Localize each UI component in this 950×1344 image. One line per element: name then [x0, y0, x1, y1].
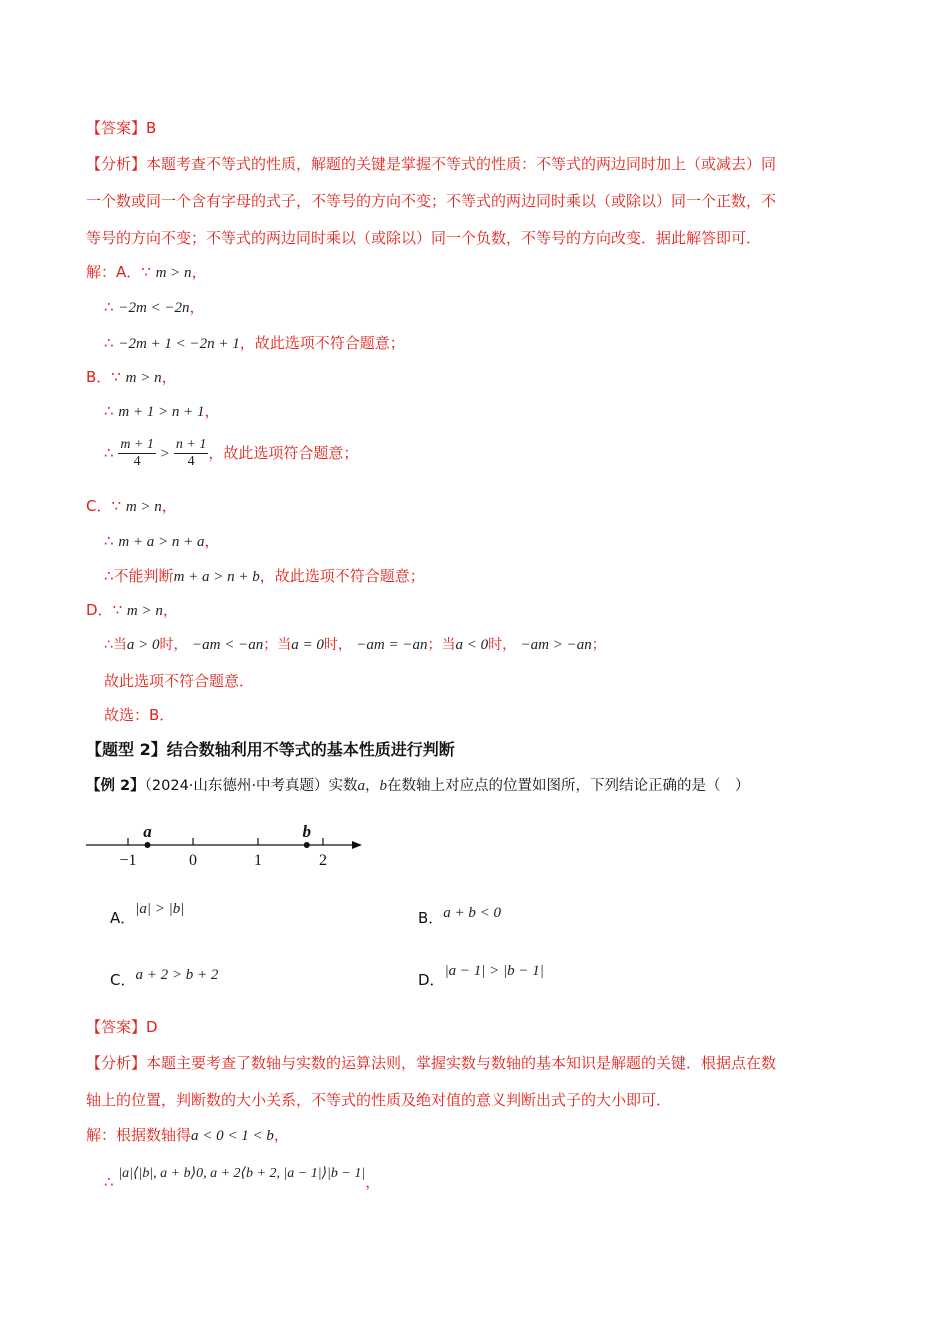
solution-b-premise — [86, 367, 177, 388]
d-label: D． — [86, 601, 113, 619]
option-c-expr: a + 2 > b + 2 — [135, 967, 219, 983]
c-conclusion: ，故此选项不符合题意； — [259, 567, 425, 585]
d-case2-cond: a = 0 — [291, 637, 324, 653]
d-case1-cond: a > 0 — [126, 637, 160, 653]
fraction-numerator: m + 1 — [120, 437, 154, 452]
option-b[interactable] — [418, 905, 502, 929]
time-text: 时， — [488, 637, 517, 653]
section-heading: 【题型 2】结合数轴利用不等式的基本性质进行判断 — [86, 740, 455, 759]
option-c[interactable] — [110, 967, 219, 991]
therefore-symbol: ∴ — [104, 298, 114, 316]
when-text: 当 — [112, 637, 127, 653]
tick-label: 2 — [319, 852, 327, 869]
c-step2-text: 不能判断 — [113, 567, 174, 585]
example2-stem-text: 在数轴上对应点的位置如图所，下列结论正确的是（ ） — [387, 778, 750, 794]
solution-prefix: 解：A． — [86, 263, 142, 281]
therefore-symbol: ∴ — [104, 637, 113, 653]
option-b-label: B． — [418, 909, 444, 927]
solution-expr: a < 0 < 1 < b — [191, 1128, 274, 1144]
point-b-dot — [304, 842, 310, 848]
c-step1-expr: m + a > n + a — [118, 534, 205, 550]
separator: ； — [263, 637, 278, 653]
a-step2-expr: −2m + 1 < −2n + 1 — [118, 336, 240, 352]
because-symbol: ∵ — [141, 263, 151, 281]
option-a-expr: |a| > |b| — [135, 901, 185, 917]
analysis-line-1 — [86, 154, 776, 174]
final-choice: 故选：B． — [104, 706, 175, 724]
tick-label: −1 — [119, 852, 137, 869]
fraction-denominator: 4 — [133, 454, 141, 469]
c-step2-expr: m + a > n + b — [173, 569, 260, 585]
solution-d-conclusion: 故此选项不符合题意． — [104, 672, 255, 690]
solution-c-step1 — [104, 531, 220, 552]
therefore-symbol: ∴ — [104, 402, 114, 420]
comma: ， — [161, 497, 177, 515]
example2-solution — [86, 1125, 289, 1146]
fraction-denominator: 4 — [187, 454, 195, 469]
d-premise-expr: m > n — [126, 603, 163, 619]
option-a-label: A． — [110, 909, 136, 927]
a-premise-expr: m > n — [155, 265, 192, 281]
fraction-right — [174, 437, 208, 470]
time-text: 时， — [323, 637, 352, 653]
analysis-line-3: 等号的方向不变；不等式的两边同时乘以（或除以）同一个负数，不等号的方向改变．据此解答即可． — [86, 229, 762, 247]
when-text: 当 — [277, 637, 292, 653]
solution-b-step2 — [104, 436, 358, 471]
solution-d-premise — [86, 600, 178, 621]
var-a: a — [357, 778, 366, 794]
comma: ， — [273, 1126, 289, 1144]
fraction-numerator: n + 1 — [175, 437, 207, 452]
d-case2-result: −am = −an — [356, 637, 428, 653]
example2-source: （2024·山东德州·中考真题）实数 — [144, 778, 358, 794]
a-step1-expr: −2m < −2n — [118, 300, 190, 316]
analysis-text-1: 本题主要考查了数轴与实数的运算法则，掌握实数与数轴的基本知识是解题的关键．根据点在数 — [146, 1054, 777, 1072]
therefore-symbol: ∴ — [104, 444, 114, 462]
c-label: C． — [86, 497, 112, 515]
example2-label: 【例 2】 — [86, 778, 145, 794]
b-step1-expr: m + 1 > n + 1 — [118, 404, 205, 420]
answer-label: 【答案】 — [86, 119, 147, 137]
option-b-expr: a + b < 0 — [443, 905, 502, 921]
point-a-dot — [145, 842, 151, 848]
b-premise-expr: m > n — [125, 370, 162, 386]
option-c-label: C． — [110, 971, 136, 989]
comma: ， — [189, 298, 205, 316]
therefore-symbol: ∴ — [104, 1173, 114, 1191]
example2-analysis-1 — [86, 1053, 776, 1073]
d-case3-result: −am > −an — [520, 637, 592, 653]
answer-label: 【答案】 — [86, 1018, 147, 1036]
when-text: 当 — [441, 637, 456, 653]
because-symbol: ∵ — [112, 601, 123, 619]
option-d-expr: |a − 1| > |b − 1| — [444, 963, 544, 979]
c-premise-expr: m > n — [125, 499, 162, 515]
example2-final — [104, 1162, 381, 1191]
tick-label: 1 — [254, 852, 262, 869]
therefore-symbol: ∴ — [104, 532, 114, 550]
example2-analysis-2: 轴上的位置，判断数的大小关系，不等式的性质及绝对值的意义判断出式子的大小即可． — [86, 1091, 672, 1109]
analysis-text-1: 本题考查不等式的性质，解题的关键是掌握不等式的性质：不等式的两边同时加上（或减去）同 — [146, 155, 777, 173]
therefore-symbol: ∴ — [104, 567, 114, 585]
solution-text: 解：根据数轴得 — [86, 1126, 192, 1144]
separator: ； — [427, 637, 442, 653]
because-symbol: ∵ — [111, 368, 121, 386]
d-case3-cond: a < 0 — [455, 637, 489, 653]
solution-d-cases — [104, 635, 606, 655]
separator: ， — [365, 778, 380, 794]
solution-a-premise — [86, 262, 207, 283]
separator: ； — [591, 637, 606, 653]
because-symbol: ∵ — [111, 497, 122, 515]
fraction-left — [118, 437, 156, 470]
answer-value: D — [146, 1018, 158, 1036]
analysis-label: 【分析】 — [86, 155, 147, 173]
option-a[interactable] — [110, 901, 185, 929]
therefore-symbol: ∴ — [104, 334, 114, 352]
option-d[interactable] — [418, 963, 544, 991]
solution-a-step2 — [104, 333, 405, 354]
comma: ， — [191, 263, 207, 281]
solution-a-step1 — [104, 297, 205, 318]
var-b: b — [379, 778, 388, 794]
point-b-label: b — [302, 822, 311, 841]
analysis-label: 【分析】 — [86, 1054, 147, 1072]
answer-value: B — [146, 119, 157, 137]
time-text: 时， — [159, 637, 188, 653]
number-line — [80, 815, 380, 875]
comma: ， — [161, 368, 177, 386]
tick-label: 0 — [189, 852, 197, 869]
solution-b-step1 — [104, 401, 220, 422]
arrow-icon — [352, 841, 362, 849]
example2-answer — [86, 1017, 158, 1037]
greater-than: > — [160, 446, 170, 462]
d-case1-result: −am < −an — [192, 637, 264, 653]
solution-c-step2 — [104, 566, 425, 587]
comma: ， — [204, 532, 220, 550]
b-conclusion: ，故此选项符合题意； — [208, 444, 359, 462]
option-d-label: D． — [418, 971, 445, 989]
a-conclusion: ，故此选项不符合题意； — [239, 334, 405, 352]
final-expr: |a|⟨|b|, a + b⟩0, a + 2⟨b + 2, |a − 1|⟩|b − 1| — [118, 1166, 366, 1181]
b-label: B． — [86, 368, 112, 386]
comma: ， — [162, 601, 178, 619]
example2-stem — [86, 776, 750, 796]
solution-c-premise — [86, 496, 177, 517]
comma: ， — [204, 402, 220, 420]
analysis-line-2: 一个数或同一个含有字母的式子，不等号的方向不变；不等式的两边同时乘以（或除以）同一个正数，不 — [86, 192, 777, 210]
comma: ， — [365, 1173, 381, 1191]
point-a-label: a — [143, 822, 152, 841]
answer-line — [86, 118, 156, 138]
